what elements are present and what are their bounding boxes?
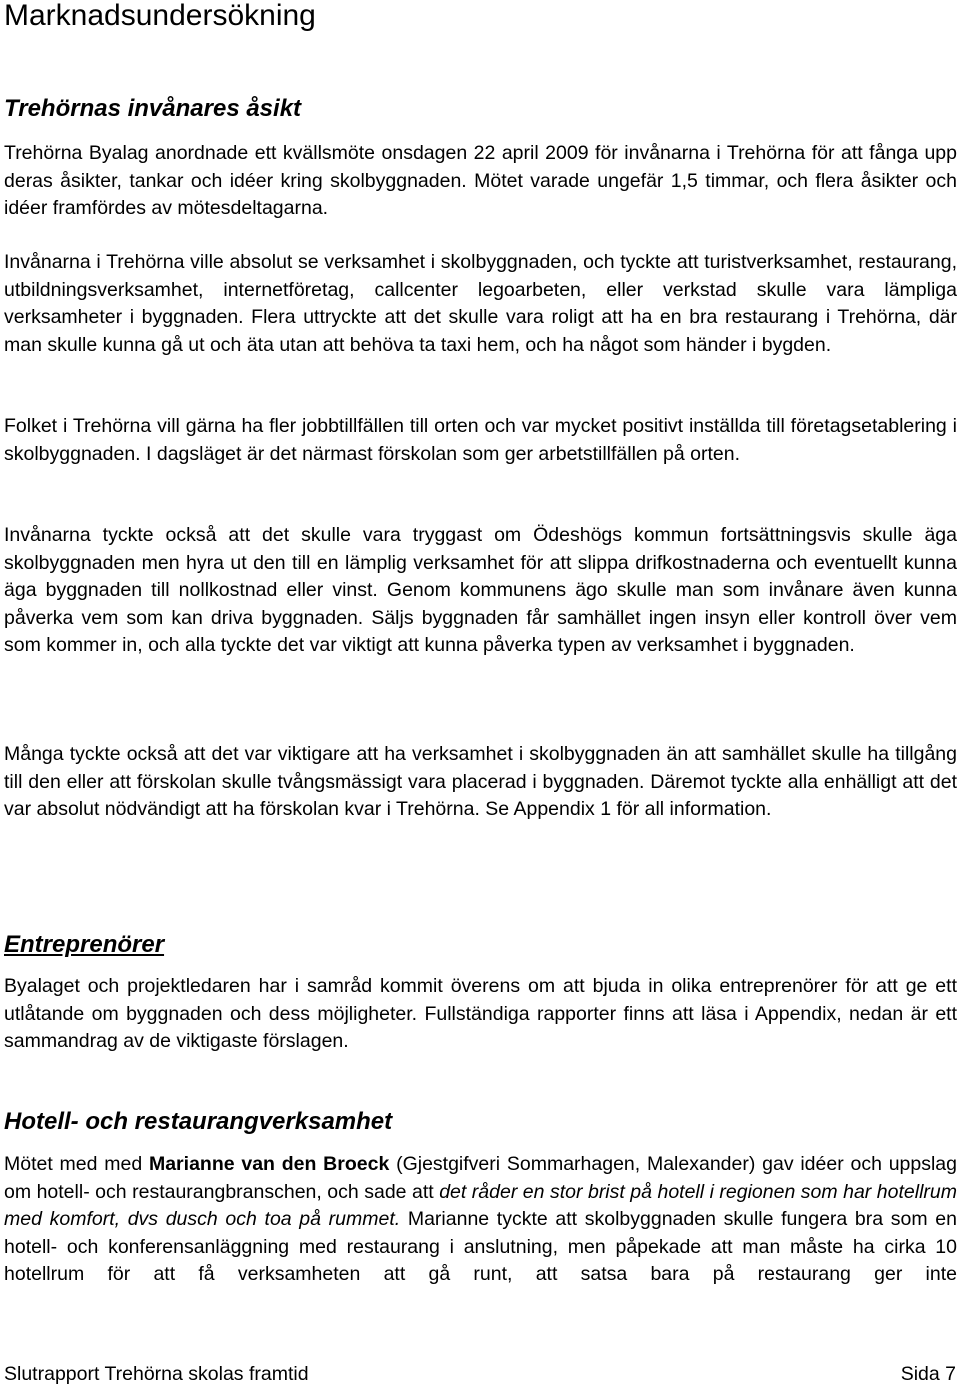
section-heading-entreprenorer: Entreprenörer [4, 931, 165, 958]
paragraph-text: (Gjestgifveri Sommarhagen, Malexander) gav idéer och uppslag om hotell- och restaurangbranschen, och sade att [4, 1153, 958, 1203]
footer-page-number: Sida 7 [900, 1363, 956, 1385]
paragraph-text: Marianne tyckte att skolbyggnaden skulle fungera bra som en hotell- och konferensanläggning med restaurang i anslutning, men påpekade att man måste ha cirka 10 hotellrum för att få verksamheten att gå runt, att satsa bara på restaurang ger inte [4, 1208, 957, 1286]
paragraph-verksamhet-onskemal: Invånarna i Trehörna ville absolut se verksamhet i skolbyggnaden, och tyckte att turistverksamhet, restaurang, utbildningsverksamhet, internetföretag, callcenter legoarbeten, eller verkstad skulle vara lämpliga verksamheter i byggnaden. Flera uttryckte att det skulle vara roligt att ha en bra restaurang i Trehörna, där man skulle kunna gå ut och äta utan att behöva ta taxi hem, och ha något som händer i bygden. [4, 251, 957, 356]
paragraph-kommunens-agande: Invånarna tyckte också att det skulle vara tryggast om Ödeshögs kommun fortsättningsvis skulle äga skolbyggnaden men hyra ut den till en lämplig verksamhet för att slippa drifkostnaderna och eventuellt kunna äga byggnaden till nollkostnad eller vinst. Genom kommunens ägo skulle man som invånare även kunna påverka vem som kan driva byggnaden. Säljs byggnaden får samhället ingen insyn eller kontroll över vem som kommer in, och alla tyckte det var viktigt att kunna påverka typen av verksamhet i byggnaden. [4, 524, 957, 657]
quote-text: det råder en stor brist på hotell i regionen som har hotellrum med komfort, dvs dusch och toa på rummet. [4, 1180, 957, 1231]
section-heading-invanares-asikt: Trehörnas invånares åsikt [4, 95, 302, 122]
paragraph-kvallsmote: Trehörna Byalag anordnade ett kvällsmöte onsdagen 22 april 2009 för invånarna i Trehörna för att fånga upp deras åsikter, tankar och idéer kring skolbyggnaden. Mötet varade ungefär 1,5 timmar, och flera åsikter och idéer framfördes av mötesdeltagarna. [4, 142, 957, 220]
paragraph-text: Mötet med med [4, 1153, 149, 1175]
paragraph-entreprenorer: Byalaget och projektledaren har i samråd kommit överens om att bjuda in olika entreprenörer för att ge ett utlåtande om byggnaden och dess möjligheter. Fullständiga rapporter finns att läsa i Appendix, nedan är ett sammandrag av de viktigaste förslagen. [4, 975, 957, 1053]
section-heading-hotell-restaurang: Hotell- och restaurangverksamhet [4, 1108, 393, 1135]
footer-document-title: Slutrapport Trehörna skolas framtid [4, 1363, 309, 1385]
paragraph-forskolan: Många tyckte också att det var viktigare att ha verksamhet i skolbyggnaden än att samhället skulle ha tillgång till den eller att förskolan skulle tvångsmässigt vara placerad i byggnaden. Däremot tyckte alla enhälligt att det var absolut nödvändigt att ha förskolan kvar i Trehörna. Se Appendix 1 för all information. [4, 743, 957, 821]
paragraph-hotell-restaurang [4, 1151, 957, 1289]
paragraph-jobbtillfallen: Folket i Trehörna vill gärna ha fler jobbtillfällen till orten och var mycket positivt inställda till företagsetablering i skolbyggnaden. I dagsläget är det närmast förskolan som ger arbetstillfällen på orten. [4, 415, 957, 465]
page-title: Marknadsundersökning [4, 0, 316, 32]
person-name: Marianne van den Broeck [148, 1153, 390, 1175]
